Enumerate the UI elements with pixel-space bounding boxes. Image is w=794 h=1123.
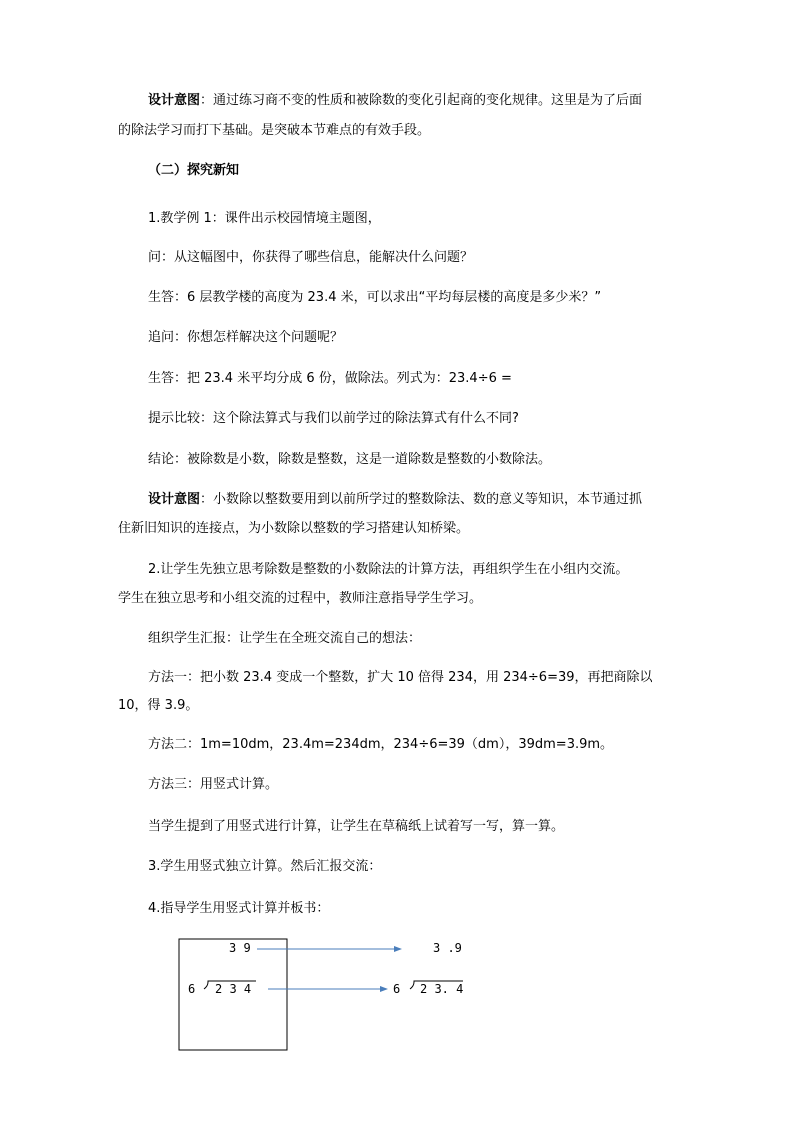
left-dividend: 2 3 4 xyxy=(215,982,252,996)
right-divisor: 6 xyxy=(393,982,401,996)
design-intent-label-2: 设计意图 xyxy=(148,492,201,507)
item-2-line-1: 2.让学生先独立思考除数是整数的小数除法的计算方法，再组织学生在小组内交流。 xyxy=(148,562,629,577)
item-2-line-2: 学生在独立思考和小组交流的过程中，教师注意指导学生学习。 xyxy=(118,591,483,606)
method-1-line-2: 10，得 3.9。 xyxy=(118,698,199,713)
method-2: 方法二：1m=10dm，23.4m=234dm，234÷6=39（dm），39dm=3.9m。 xyxy=(148,737,614,752)
design-intent-text-1: ：通过练习商不变的性质和被除数的变化引起商的变化规律。这里是为了后面 xyxy=(200,93,643,108)
left-divisor: 6 xyxy=(188,982,196,996)
design-intent-text-2b: 住新旧知识的连接点，为小数除以整数的学习搭建认知桥梁。 xyxy=(118,521,470,536)
design-intent-text-1b: 的除法学习而打下基础。是突破本节难点的有效手段。 xyxy=(118,123,431,138)
item-3: 3.学生用竖式独立计算。然后汇报交流： xyxy=(148,859,382,874)
report-instruction: 组织学生汇报：让学生在全班交流自己的想法： xyxy=(148,631,422,646)
follow-up-question: 追问：你想怎样解决这个问题呢？ xyxy=(148,330,344,345)
question: 问：从这幅图中，你获得了哪些信息，能解决什么问题？ xyxy=(148,250,474,265)
top-arrow-head xyxy=(394,946,402,952)
answer-2: 生答：把 23.4 米平均分成 6 份，做除法。列式为：23.4÷6 = xyxy=(148,371,512,386)
design-intent-text-2: ：小数除以整数要用到以前所学过的整数除法、数的意义等知识，本节通过抓 xyxy=(200,492,643,507)
method-3: 方法三：用竖式计算。 xyxy=(148,777,279,792)
answer-1: 生答：6 层教学楼的高度为 23.4 米，可以求出“平均每层楼的高度是多少米？” xyxy=(148,290,602,305)
right-dividend: 2 3. 4 xyxy=(420,982,464,996)
hint-compare: 提示比较：这个除法算式与我们以前学过的除法算式有什么不同? xyxy=(148,411,519,426)
right-quotient: 3 .9 xyxy=(433,941,462,955)
bottom-arrow-head xyxy=(380,986,388,992)
item-4: 4.指导学生用竖式计算并板书： xyxy=(148,901,330,916)
left-quotient: 3 9 xyxy=(229,941,251,955)
vertical-calc-note: 当学生提到了用竖式进行计算，让学生在草稿纸上试着写一写，算一算。 xyxy=(148,819,565,834)
design-intent-label: 设计意图 xyxy=(148,93,201,108)
section-heading: （二）探究新知 xyxy=(148,163,240,178)
conclusion: 结论：被除数是小数，除数是整数，这是一道除数是整数的小数除法。 xyxy=(148,452,552,467)
method-1-line-1: 方法一：把小数 23.4 变成一个整数，扩大 10 倍得 234，用 234÷6=39，再把商除以 xyxy=(148,670,653,685)
item-1: 1.教学例 1：课件出示校园情境主题图， xyxy=(148,211,381,226)
